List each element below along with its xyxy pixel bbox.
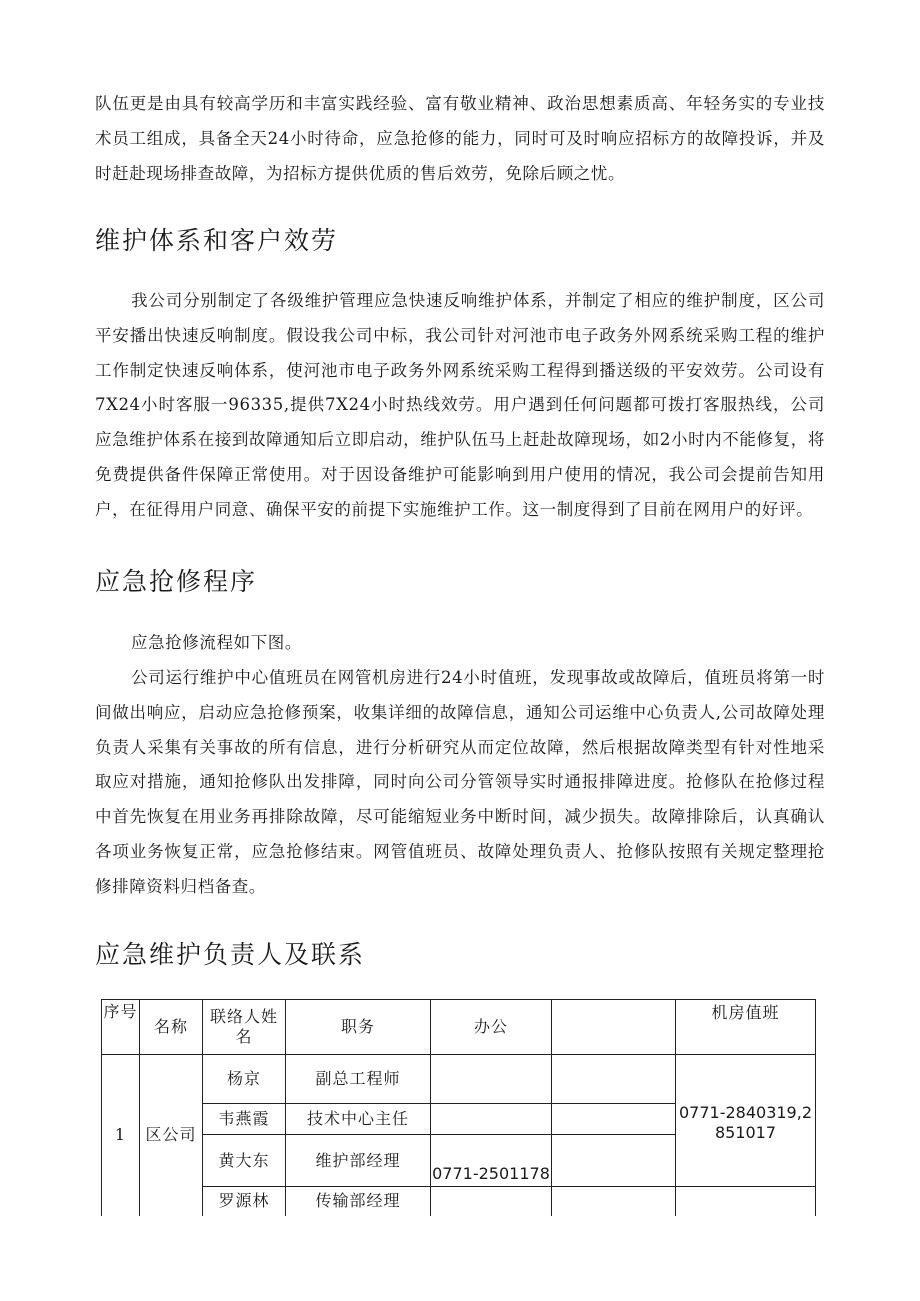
maintenance-heading: 维护体系和客户效劳: [95, 226, 339, 255]
header-position: 职务: [286, 1000, 431, 1055]
blank-cell: [552, 1104, 676, 1135]
office-cell-empty: [431, 1055, 552, 1104]
flow-intro-paragraph: 应急抢修流程如下图。: [131, 633, 302, 652]
office-cell-empty: [431, 1187, 552, 1216]
contacts-table: [101, 999, 816, 1216]
contact-name: 罗源林: [203, 1187, 286, 1216]
intro-paragraph: 队伍更是由具有较高学历和丰富实践经验、富有敬业精神、政治思想素质高、年轻务实的专业技术员工组成，具备全天24小时待命，应急抢修的能力，同时可及时响应招标方的故障投诉，并及时赶赴现场排查故障，为招标方提供优质的售后效劳，免除后顾之忧。: [95, 94, 825, 183]
table-row: [102, 1055, 816, 1104]
header-contact: 联络人姓名: [203, 1000, 286, 1055]
contact-name: 韦燕霞: [203, 1104, 286, 1135]
contacts-heading: 应急维护负责人及联系: [95, 940, 366, 969]
header-duty: 机房值班: [676, 1000, 816, 1055]
office-cell-empty: [431, 1104, 552, 1135]
contact-position: 技术中心主任: [286, 1104, 431, 1135]
header-office: 办公: [431, 1000, 552, 1055]
group-name: 区公司: [140, 1055, 203, 1216]
office-phone: 0771-2501178: [431, 1135, 552, 1187]
contact-name: 黄大东: [203, 1135, 286, 1187]
table-header-row: [102, 1000, 816, 1055]
blank-cell: [552, 1135, 676, 1187]
emergency-heading: 应急抢修程序: [95, 567, 258, 596]
header-name: 名称: [140, 1000, 203, 1055]
contact-position: 维护部经理: [286, 1135, 431, 1187]
flow-paragraph: 公司运行维护中心值班员在网管机房进行24小时值班，发现事故或故障后，值班员将第一时间做出响应，启动应急抢修预案，收集详细的故障信息，通知公司运维中心负责人,公司故障处理负责人采集有关事故的所有信息，进行分析研究从而定位故障，然后根据故障类型有针对性地采取应对措施，通知抢修队出发排障，同时向公司分管领导实时通报排障进度。抢修队在抢修过程中首先恢复在用业务再排除故障，尽可能缩短业务中断时间，减少损失。故障排除后，认真确认各项业务恢复正常，应急抢修结束。网管值班员、故障处理负责人、抢修队按照有关规定整理抢修排障资料归档备查。: [95, 668, 825, 896]
blank-cell: [552, 1187, 676, 1216]
group-seq: 1: [102, 1055, 140, 1216]
maintenance-paragraph: 我公司分别制定了各级维护管理应急快速反响维护体系，并制定了相应的维护制度，区公司平安播出快速反响制度。假设我公司中标，我公司针对河池市电子政务外网系统采购工程的维护工作制定快速反响体系，使河池市电子政务外网系统采购工程得到播送级的平安效劳。公司设有7X24小时客服一96335,提供7X24小时热线效劳。用户遇到任何问题都可拨打客服热线，公司应急维护体系在接到故障通知后立即启动，维护队伍马上赶赴故障现场，如2小时内不能修复，将免费提供备件保障正常使用。对于因设备维护可能影响到用户使用的情况，我公司会提前告知用户，在征得用户同意、确保平安的前提下实施维护工作。这一制度得到了目前在网用户的好评。: [95, 291, 825, 519]
header-blank: [552, 1000, 676, 1055]
header-seq: 序号: [102, 1000, 140, 1055]
duty-cell-empty: [676, 1187, 816, 1216]
contact-name: 杨京: [203, 1055, 286, 1104]
contact-position: 传输部经理: [286, 1187, 431, 1216]
table-row: [102, 1187, 816, 1216]
duty-phone: 0771-2840319,2851017: [676, 1055, 816, 1187]
contact-position: 副总工程师: [286, 1055, 431, 1104]
blank-cell: [552, 1055, 676, 1104]
